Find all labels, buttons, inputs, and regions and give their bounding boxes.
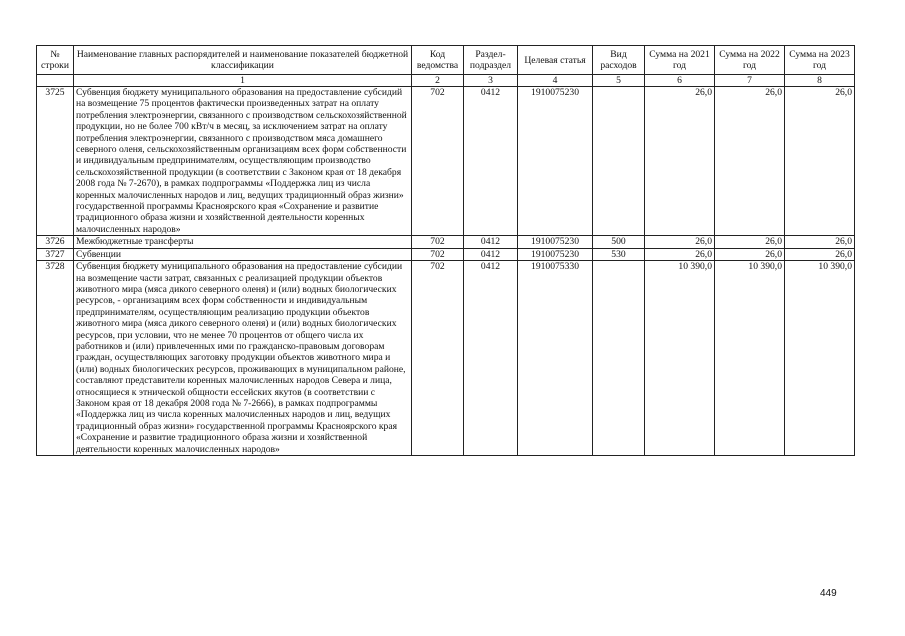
column-number: 1 (74, 75, 412, 87)
table-row (37, 87, 855, 236)
column-number: 6 (645, 75, 715, 87)
header-exp-type: Вид расходов (593, 46, 645, 75)
header-name: Наименование главных распорядителей и наименование показателей бюджетной классификации (74, 46, 412, 75)
cell-sum-2023: 26,0 (785, 236, 855, 248)
table-row (37, 248, 855, 260)
cell-sum-2022: 10 390,0 (715, 261, 785, 456)
cell-exp-type (593, 87, 645, 236)
cell-target: 1910075230 (518, 87, 593, 236)
cell-target: 1910075330 (518, 261, 593, 456)
column-number: 2 (412, 75, 464, 87)
page-number: 449 (820, 588, 837, 599)
table-row (37, 261, 855, 456)
cell-sum-2021: 26,0 (645, 87, 715, 236)
cell-sum-2021: 10 390,0 (645, 261, 715, 456)
cell-sum-2022: 26,0 (715, 87, 785, 236)
cell-exp-type: 500 (593, 236, 645, 248)
column-number-row (37, 75, 855, 87)
cell-sum-2023: 10 390,0 (785, 261, 855, 456)
cell-sum-2023: 26,0 (785, 87, 855, 236)
column-number-blank (37, 75, 74, 87)
cell-section: 0412 (464, 236, 518, 248)
cell-target: 1910075230 (518, 236, 593, 248)
header-sum-2021: Сумма на 2021 год (645, 46, 715, 75)
cell-row-no: 3728 (37, 261, 74, 456)
column-number: 5 (593, 75, 645, 87)
header-dept-code: Код ведомства (412, 46, 464, 75)
cell-row-no: 3727 (37, 248, 74, 260)
cell-row-no: 3726 (37, 236, 74, 248)
cell-dept: 702 (412, 87, 464, 236)
header-row (37, 46, 855, 75)
cell-name: Субвенция бюджету муниципального образования на предоставление субсидий на возмещение 75 процентов фактически произведенных затрат на оплату потребления электроэнергии, связанного с производством сельскохозяйственной продукции, но не более 700 кВт/ч в месяц, за исключением затрат на оплату потребления электроэнергии, связанного с производством мяса домашнего северного оленя, сельскохозяйственным организациям всех форм собственности и индивидуальным предпринимателям, осуществляющим производство сельскохозяйственной продукции (в соответствии с Законом края от 18 декабря 2008 года № 7-2670), в рамках подпрограммы «Поддержка лиц из числа коренных малочисленных народов и лиц, ведущих традиционный образ жизни» государственной программы Красноярского края «Сохранение и развитие традиционного образа жизни и хозяйственной деятельности коренных малочисленных народов» (74, 87, 412, 236)
header-target: Целевая статья (518, 46, 593, 75)
cell-dept: 702 (412, 248, 464, 260)
cell-sum-2022: 26,0 (715, 248, 785, 260)
header-row-no: № строки (37, 46, 74, 75)
cell-dept: 702 (412, 261, 464, 456)
cell-sum-2021: 26,0 (645, 248, 715, 260)
header-section: Раздел-подраздел (464, 46, 518, 75)
budget-table (36, 45, 855, 456)
header-sum-2023: Сумма на 2023 год (785, 46, 855, 75)
cell-name: Межбюджетные трансферты (74, 236, 412, 248)
table-row (37, 236, 855, 248)
cell-exp-type (593, 261, 645, 456)
column-number: 4 (518, 75, 593, 87)
column-number: 7 (715, 75, 785, 87)
cell-name: Субвенция бюджету муниципального образования на предоставление субсидии на возмещение части затрат, связанных с реализацией продукции объектов животного мира (мяса дикого северного оленя) и (или) водных биологических ресурсов, - организациям всех форм собственности и индивидуальным предпринимателям, осуществляющим реализацию продукции объектов животного мира (мяса дикого северного оленя) и (или) водных биологических ресурсов, при условии, что не менее 70 процентов от общего числа их работников и (или) привлеченных ими по гражданско-правовым договорам граждан, осуществляющих заготовку продукции объектов животного мира и (или) водных биологических ресурсов, проживающих в муниципальном районе, составляют представители коренных малочисленных народов Севера и лица, относящиеся к этнической общности ессейских якутов (в соответствии с Законом края от 18 декабря 2008 года № 7-2666), в рамках подпрограммы «Поддержка лиц из числа коренных малочисленных народов и лиц, ведущих традиционный образ жизни» государственной программы Красноярского края «Сохранение и развитие традиционного образа жизни и хозяйственной деятельности коренных малочисленных народов» (74, 261, 412, 456)
cell-name: Субвенции (74, 248, 412, 260)
cell-row-no: 3725 (37, 87, 74, 236)
column-number: 3 (464, 75, 518, 87)
header-sum-2022: Сумма на 2022 год (715, 46, 785, 75)
cell-sum-2021: 26,0 (645, 236, 715, 248)
cell-target: 1910075230 (518, 248, 593, 260)
cell-section: 0412 (464, 261, 518, 456)
cell-exp-type: 530 (593, 248, 645, 260)
column-number: 8 (785, 75, 855, 87)
cell-dept: 702 (412, 236, 464, 248)
cell-sum-2023: 26,0 (785, 248, 855, 260)
cell-section: 0412 (464, 248, 518, 260)
cell-section: 0412 (464, 87, 518, 236)
cell-sum-2022: 26,0 (715, 236, 785, 248)
